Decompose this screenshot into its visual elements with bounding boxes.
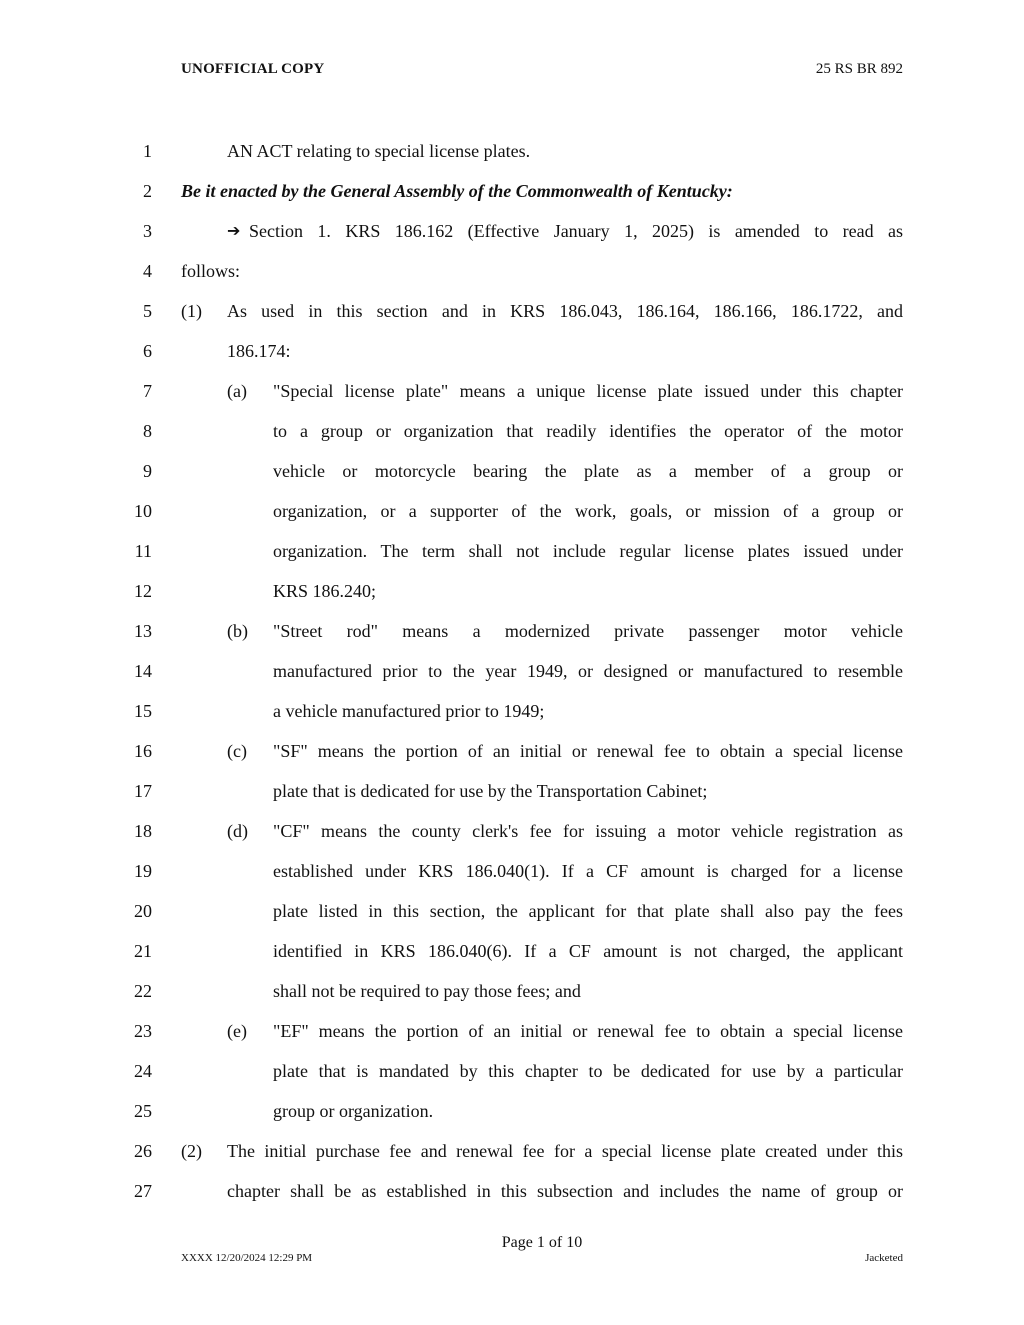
text-line: "CF" means the county clerk's fee for issuing a motor vehicle registration as [273, 821, 903, 841]
line-number: 10 [134, 501, 152, 521]
text-line: established under KRS 186.040(1). If a CF amount is charged for a license [273, 861, 903, 881]
arrow-right-icon: ➔ [227, 221, 241, 240]
line-number: 23 [134, 1021, 152, 1041]
enacting-clause: Be it enacted by the General Assembly of the Commonwealth of Kentucky: [181, 181, 733, 201]
text-line: 186.174: [227, 341, 291, 361]
line-number: 17 [134, 781, 152, 801]
line-number: 13 [134, 621, 152, 641]
line-number: 15 [134, 701, 152, 721]
line-number: 11 [134, 541, 152, 561]
subsection-label: (1) [181, 301, 202, 321]
line-number: 24 [134, 1061, 152, 1081]
text-line: vehicle or motorcycle bearing the plate as a member of a group or [273, 461, 903, 481]
text-line: identified in KRS 186.040(6). If a CF amount is not charged, the applicant [273, 941, 903, 961]
text-line: plate listed in this section, the applicant for that plate shall also pay the fees [273, 901, 903, 921]
line-number: 22 [134, 981, 152, 1001]
line-number: 26 [134, 1141, 152, 1161]
line-number: 4 [143, 261, 152, 281]
line-number: 19 [134, 861, 152, 881]
footer-left: XXXX 12/20/2024 12:29 PM [181, 1252, 313, 1264]
paragraph-label: (a) [227, 381, 247, 401]
line-number: 1 [143, 141, 152, 161]
line-number: 7 [143, 381, 152, 401]
paragraph-label: (d) [227, 821, 248, 841]
text-line: plate that is mandated by this chapter to be dedicated for use by a particular [273, 1061, 903, 1081]
line-number: 27 [134, 1181, 152, 1201]
subsection-label: (2) [181, 1141, 202, 1161]
line-number: 16 [134, 741, 152, 761]
line-number: 6 [143, 341, 152, 361]
line-number: 21 [134, 941, 152, 961]
footer-right: Jacketed [865, 1252, 903, 1264]
line-number: 12 [134, 581, 152, 601]
page-number: Page 1 of 10 [501, 1234, 583, 1251]
text-line: The initial purchase fee and renewal fee for a special license plate created under this [227, 1141, 903, 1161]
line-number: 20 [134, 901, 152, 921]
text-line: organization, or a supporter of the work, goals, or mission of a group or [273, 501, 903, 521]
line-number: 25 [134, 1101, 152, 1121]
line-number: 2 [143, 181, 152, 201]
text-line: "SF" means the portion of an initial or renewal fee to obtain a special license [273, 741, 903, 761]
line-number: 14 [134, 661, 152, 681]
header-right: 25 RS BR 892 [815, 61, 903, 77]
text-line: organization. The term shall not include regular license plates issued under [273, 541, 903, 561]
line-number: 5 [143, 301, 152, 321]
text-line: a vehicle manufactured prior to 1949; [273, 701, 545, 721]
text-line: group or organization. [273, 1101, 434, 1121]
text-line: manufactured prior to the year 1949, or designed or manufactured to resemble [273, 661, 903, 681]
line-number: 9 [143, 461, 152, 481]
text-line: KRS 186.240; [273, 581, 377, 601]
paragraph-label: (c) [227, 741, 247, 761]
header-left: UNOFFICIAL COPY [181, 61, 325, 77]
paragraph-label: (e) [227, 1021, 247, 1041]
text-line: "Special license plate" means a unique license plate issued under this chapter [273, 381, 903, 401]
line-number: 18 [134, 821, 152, 841]
text-line: As used in this section and in KRS 186.043, 186.164, 186.166, 186.1722, and [227, 301, 903, 321]
paragraph-label: (b) [227, 621, 248, 641]
act-title: AN ACT relating to special license plates. [227, 141, 531, 161]
text-line: "Street rod" means a modernized private passenger motor vehicle [273, 621, 903, 641]
text-line: "EF" means the portion of an initial or renewal fee to obtain a special license [273, 1021, 903, 1041]
text-line: to a group or organization that readily identifies the operator of the motor [273, 421, 903, 441]
text-line: follows: [181, 261, 241, 281]
text-line: chapter shall be as established in this subsection and includes the name of group or [227, 1181, 903, 1201]
text-line: shall not be required to pay those fees; and [273, 981, 581, 1001]
text-line: plate that is dedicated for use by the Transportation Cabinet; [273, 781, 708, 801]
line-number: 3 [143, 221, 152, 241]
section-heading: Section 1. KRS 186.162 (Effective January 1, 2025) is amended to read as [249, 221, 903, 241]
line-number: 8 [143, 421, 152, 441]
